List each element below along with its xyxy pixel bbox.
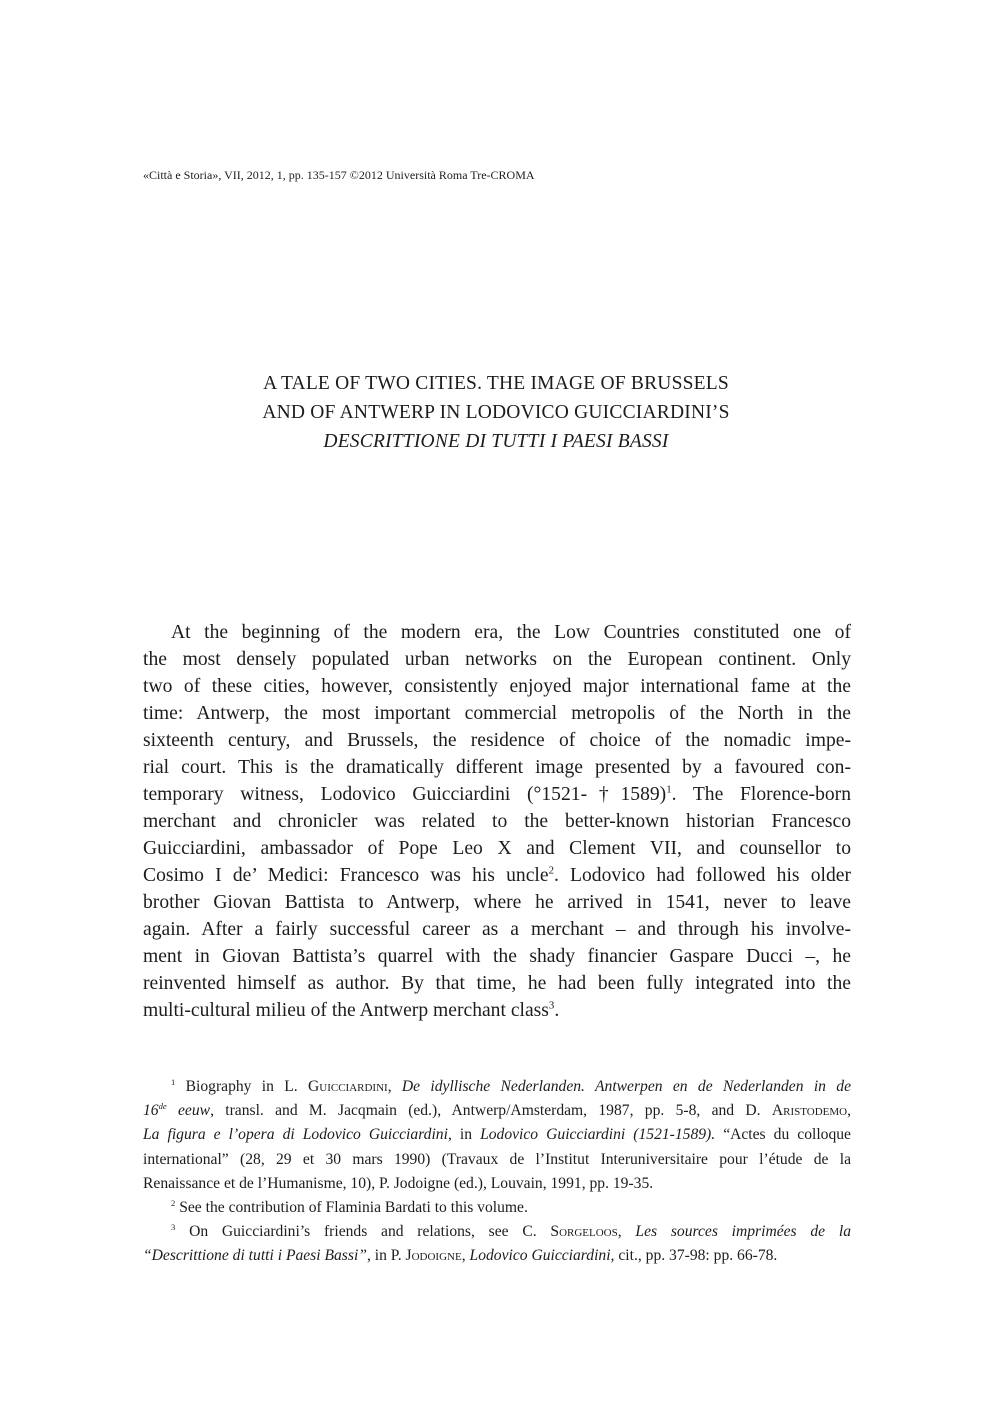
- title-line-2: AND OF ANTWERP IN LODOVICO GUICCIARDINI’S: [262, 402, 730, 423]
- footnote-text: ,: [461, 1247, 466, 1265]
- ordinal-suffix: de: [158, 1101, 167, 1112]
- author-name: Jodoigne: [405, 1247, 462, 1265]
- footnote-3-line: [143, 1220, 851, 1244]
- body-text: multi-cultural milieu of the Antwerp merchant class: [143, 1000, 549, 1021]
- footnote-text: , transl. and M. Jacqmain (ed.), Antwerp/Amsterdam, 1987, pp. 5-8, and D.: [210, 1102, 761, 1120]
- footnote-text: , in P.: [366, 1247, 402, 1265]
- body-text: .: [554, 1000, 560, 1021]
- footnote-1-line: international” (28, 29 et 30 mars 1990) (Travaux de l’Institut Interuniversitaire pour l’étude de la: [143, 1150, 851, 1168]
- footnotes: [143, 1075, 851, 1269]
- body-line: time: Antwerp, the most important commercial metropolis of the North in the: [143, 703, 851, 724]
- title-line-3: DESCRITTIONE DI TUTTI I PAESI BASSI: [323, 431, 669, 452]
- body-text: temporary witness, Lodovico Guicciardini (°1521-†1589): [143, 784, 667, 805]
- title-line-1: A TALE OF TWO CITIES. THE IMAGE OF BRUSSELS: [263, 373, 729, 394]
- work-title: Les sources imprimées de la: [635, 1223, 851, 1241]
- work-title-part: eeuw: [178, 1102, 211, 1120]
- body-text: . Lodovico had followed his older: [553, 865, 851, 886]
- footnote-mark-1: 1: [171, 1076, 176, 1087]
- footnote-1-line: [143, 1123, 851, 1147]
- footnote-text: ,: [387, 1078, 392, 1095]
- body-line: sixteenth century, and Brussels, the residence of choice of the nomadic impe-: [143, 730, 851, 751]
- body-line: Guicciardini, ambassador of Pope Leo X and Clement VII, and counsellor to: [143, 838, 851, 859]
- footnote-1-line: [143, 1075, 851, 1099]
- body-paragraph: [143, 619, 851, 1024]
- footnote-ref-1[interactable]: 1: [666, 783, 672, 796]
- footnote-text: “Actes du colloque: [723, 1126, 851, 1144]
- footnote-text: ,: [617, 1223, 622, 1241]
- footnote-1-line: Renaissance et de l’Humanisme, 10), P. Jodoigne (ed.), Louvain, 1991, pp. 19-35.: [143, 1174, 654, 1192]
- footnote-3-line: [143, 1244, 851, 1268]
- body-text: Cosimo I de’ Medici: Francesco was his uncle: [143, 865, 549, 886]
- body-text: . The Florence-born: [671, 784, 851, 805]
- footnote-mark-2: 2: [171, 1197, 176, 1208]
- footnote-mark-3: 3: [171, 1222, 176, 1233]
- body-line: again. After a fairly successful career as a merchant – and through his involve-: [143, 919, 851, 940]
- footnote-text: See the contribution of Flaminia Bardati to this volume.: [179, 1199, 528, 1217]
- footnote-text: Biography in L.: [185, 1078, 298, 1095]
- body-line: ment in Giovan Battista’s quarrel with the shady financier Gaspare Ducci –, he: [143, 946, 851, 967]
- footnote-text: On Guicciardini’s friends and relations, see C.: [189, 1223, 537, 1241]
- article-title: [0, 369, 992, 456]
- body-line: reinvented himself as author. By that time, he had been fully integrated into the: [143, 973, 851, 994]
- body-line: rial court. This is the dramatically different image presented by a favoured con-: [143, 757, 851, 778]
- body-line: [143, 997, 851, 1024]
- body-line: [143, 862, 851, 889]
- footnote-text: ,: [847, 1102, 851, 1120]
- footnote-1-line: [143, 1099, 851, 1123]
- work-title: [143, 1102, 210, 1119]
- body-line: two of these cities, however, consistently enjoyed major international fame at the: [143, 676, 851, 697]
- author-name: Guicciardini: [307, 1078, 388, 1095]
- author-name: Sorgeloos: [550, 1223, 618, 1241]
- work-title: La figura e l’opera di Lodovico Guicciardini: [143, 1126, 448, 1144]
- author-name: Aristodemo: [771, 1102, 848, 1120]
- work-title: Lodovico Guicciardini,: [469, 1247, 615, 1265]
- body-line: brother Giovan Battista to Antwerp, where he arrived in 1541, never to leave: [143, 892, 851, 913]
- footnote-ref-2[interactable]: 2: [548, 864, 554, 877]
- work-title: De idyllische Nederlanden. Antwerpen en de Nederlanden in de: [401, 1078, 851, 1095]
- body-line: merchant and chronicler was related to the better-known historian Francesco: [143, 811, 851, 832]
- work-title-part: 16: [143, 1102, 159, 1120]
- footnote-2-line: [143, 1196, 851, 1220]
- body-line: [143, 781, 851, 808]
- footnote-text: , in: [447, 1126, 473, 1144]
- footnote-text: cit., pp. 37-98: pp. 66-78.: [618, 1247, 778, 1265]
- work-title: Lodovico Guicciardini (1521-1589).: [480, 1126, 716, 1144]
- journal-header: «Città e Storia», VII, 2012, 1, pp. 135-157 ©2012 Università Roma Tre-CROMA: [143, 168, 535, 182]
- body-line: At the beginning of the modern era, the Low Countries constituted one of: [171, 622, 851, 643]
- body-line: the most densely populated urban networks on the European continent. Only: [143, 649, 851, 670]
- work-title: “Descrittione di tutti i Paesi Bassi”: [143, 1247, 367, 1265]
- footnote-ref-3[interactable]: 3: [548, 999, 555, 1012]
